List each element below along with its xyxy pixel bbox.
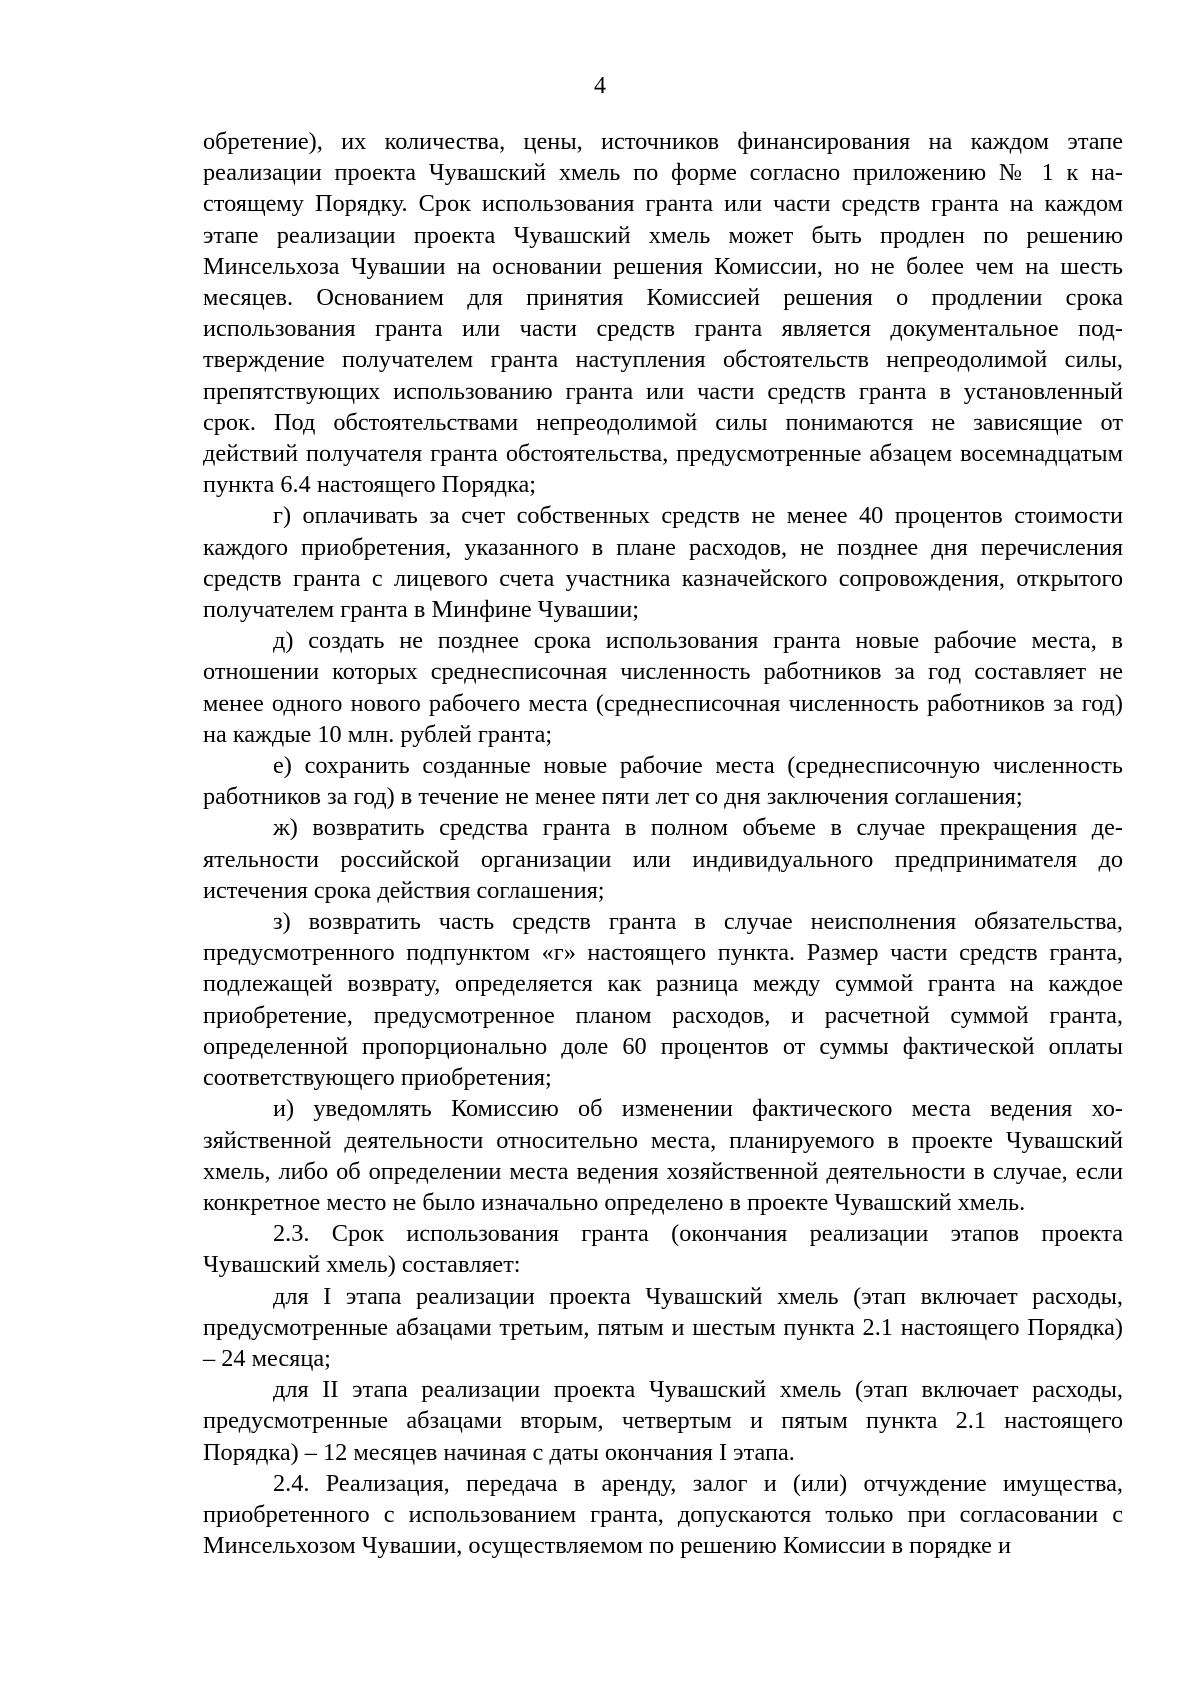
paragraph-item-g: г) оплачивать за счет собственных средств не менее 40 процентов стоимости каждого приобретения, указанного в плане расходов, не позднее дня перечисления средств гранта с лицевого счета участника казначейского сопровождения, открытого получателем гранта в Минфине Чувашии; xyxy=(203,502,1123,624)
paragraph-item-z: з) возвратить часть средств гранта в случае неисполнения обязательства, предусмотренного подпунктом «г» настоящего пункта. Размер части средств гранта, подлежащей возврату, определяется как разница между суммой гранта на каждое приобретение, предусмотренное планом расходов, и расчетной суммой гранта, определенной пропорционально доле 60 процентов от суммы фактической оплаты соответствующего приобретения; xyxy=(203,908,1123,1092)
paragraph-item-zh: ж) возвратить средства гранта в полном объеме в случае прекращения деятельности российской организации или индивидуального предпринимателя до истечения срока действия соглашения; xyxy=(203,814,1123,904)
paragraph-item-e: е) сохранить созданные новые рабочие места (среднесписочную численность работников за год) в течение не менее пяти лет со дня заключения соглашения; xyxy=(203,752,1123,811)
paragraph-section-2-3: 2.3. Срок использования гранта (окончания реализации этапов проекта Чувашский хмель) составляет: xyxy=(203,1220,1123,1279)
paragraph-stage-2: для II этапа реализации проекта Чувашский хмель (этап включает расходы, предусмотренные абзацами вторым, четвертым и пятым пункта 2.1 настоящего Порядка) – 12 месяцев начиная с даты окончания I этапа. xyxy=(203,1376,1123,1466)
paragraph-stage-1: для I этапа реализации проекта Чувашский хмель (этап включает расходы, предусмотренные абзацами третьим, пятым и шестым пункта 2.1 настоящего Порядка) – 24 месяца; xyxy=(203,1282,1123,1372)
paragraph-grant-term-continuation: обретение), их количества, цены, источников финансирования на каждом этапе реализации проекта Чувашский хмель по форме согласно приложению № 1 к настоящему Порядку. Срок использования гранта или части средств гранта на каждом этапе реализации проекта Чувашский хмель может быть продлен по решению Минсельхоза Чувашии на основании решения Комиссии, но не более чем на шесть месяцев. Основанием для принятия Комиссией решения о продлении срока использования гранта или части средств гранта является документальное подтверждение получателем гранта наступления обстоятельств непреодолимой силы, препятствующих использованию гранта или части средств гранта в установленный срок. Под обстоятельствами непреодолимой силы понимаются не зависящие от действий получателя гранта обстоятельства, предусмотренные абзацем восемнадцатым пункта 6.4 настоящего Порядка; xyxy=(203,128,1123,499)
document-body xyxy=(203,126,1123,1561)
paragraph-item-d: д) создать не позднее срока использования гранта новые рабочие места, в отношении которых среднесписочная численность работников за год составляет не менее одного нового рабочего места (среднесписочная численность работников за год) на каждые 10 млн. рублей гранта; xyxy=(203,627,1123,748)
paragraph-item-i: и) уведомлять Комиссию об изменении фактического места ведения хозяйственной деятельности относительно места, планируемого в проекте Чувашский хмель, либо об определении места ведения хозяйственной деятельности в случае, если конкретное место не было изначально определено в проекте Чувашский хмель. xyxy=(203,1095,1123,1216)
paragraph-section-2-4: 2.4. Реализация, передача в аренду, залог и (или) отчуждение имущества, приобретенного с использованием гранта, допускаются только при согласовании с Минсельхозом Чувашии, осуществляемом по решению Комиссии в порядке и xyxy=(203,1469,1123,1560)
page-number: 4 xyxy=(594,73,606,99)
